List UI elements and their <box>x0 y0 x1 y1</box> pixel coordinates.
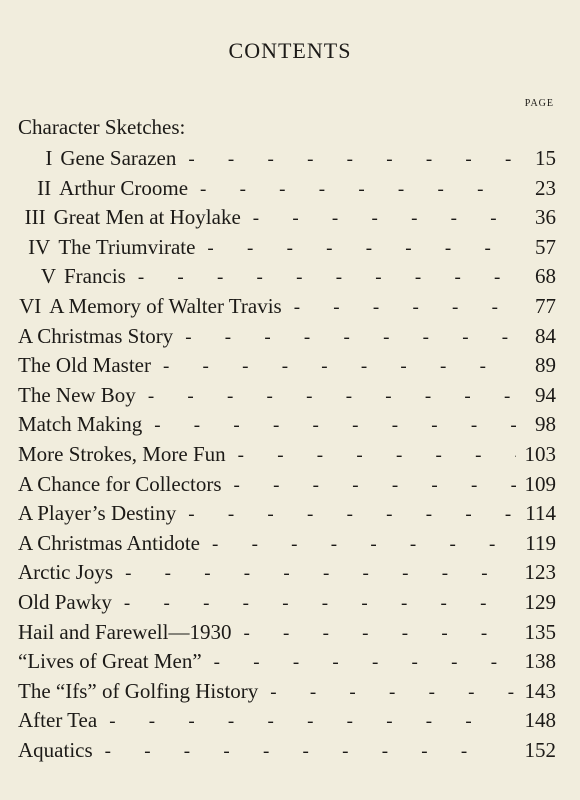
toc-entry-title: The New Boy <box>18 382 136 407</box>
toc-entry-page-number: 119 <box>525 530 556 555</box>
toc-entry-title: The Old Master <box>18 353 151 378</box>
table-of-contents <box>18 146 556 767</box>
toc-entry-title: Aquatics <box>18 737 93 762</box>
toc-entry <box>18 679 556 709</box>
toc-entry-title: Arthur Croome <box>59 175 189 200</box>
toc-entry <box>18 146 556 176</box>
toc-entry <box>18 708 556 738</box>
toc-entry-leader <box>226 445 516 467</box>
toc-entry-leader <box>97 711 516 733</box>
toc-entry-page-number: 114 <box>525 501 556 526</box>
toc-entry-title: Match Making <box>18 412 143 437</box>
toc-entry-leader <box>176 149 516 171</box>
toc-entry <box>18 324 556 354</box>
toc-entry <box>18 205 556 235</box>
toc-entry <box>18 590 556 620</box>
toc-entry <box>18 501 556 531</box>
toc-entry <box>18 412 556 442</box>
toc-entry-leader <box>231 623 516 645</box>
toc-entry-leader <box>202 652 516 674</box>
toc-entry-title: “Lives of Great Men” <box>18 649 202 674</box>
toc-entry-title: Great Men at Hoylake <box>53 205 241 230</box>
toc-entry-numeral: III <box>24 205 46 230</box>
toc-entry-leader <box>113 563 516 585</box>
toc-entry-numeral: V <box>40 264 56 289</box>
toc-entry-title: A Christmas Story <box>18 323 174 348</box>
toc-entry-title: The “Ifs” of Golfing History <box>18 678 259 703</box>
toc-entry <box>18 264 556 294</box>
toc-entry <box>18 560 556 590</box>
toc-entry-leader <box>188 179 516 201</box>
toc-entry-page-number: 152 <box>524 737 556 762</box>
toc-entry-title: Old Pawky <box>18 589 112 614</box>
toc-entry-page-number: 135 <box>524 619 556 644</box>
toc-entry <box>18 235 556 265</box>
toc-entry-leader <box>112 593 516 615</box>
toc-entry-numeral: II <box>37 175 52 200</box>
toc-entry-page-number: 57 <box>535 234 556 259</box>
toc-entry-numeral: VI <box>19 293 42 318</box>
toc-entry-leader <box>176 504 516 526</box>
toc-entry-leader <box>93 741 516 763</box>
toc-entry-leader <box>173 327 516 349</box>
toc-entry-page-number: 148 <box>524 708 556 733</box>
toc-entry-page-number: 138 <box>524 649 556 674</box>
toc-entry-title: After Tea <box>18 708 98 733</box>
toc-entry-page-number: 129 <box>524 589 556 614</box>
toc-entry-leader <box>136 386 516 408</box>
toc-entry-title: Hail and Farewell—1930 <box>18 619 232 644</box>
toc-entry <box>18 531 556 561</box>
toc-entry-page-number: 84 <box>535 323 556 348</box>
toc-entry-page-number: 94 <box>535 382 556 407</box>
toc-entry-title: Francis <box>64 264 126 289</box>
toc-entry-page-number: 68 <box>535 264 556 289</box>
toc-entry-page-number: 98 <box>535 412 556 437</box>
toc-entry-page-number: 89 <box>535 353 556 378</box>
toc-entry-leader <box>126 267 516 289</box>
toc-entry-title: The Triumvirate <box>58 234 196 259</box>
toc-entry-leader <box>195 238 516 260</box>
toc-entry-leader <box>241 208 516 230</box>
toc-entry <box>18 353 556 383</box>
toc-entry-title: A Player’s Destiny <box>18 501 177 526</box>
toc-entry-leader <box>258 682 516 704</box>
page-column-label: PAGE <box>524 98 554 109</box>
toc-entry-title: Arctic Joys <box>18 560 114 585</box>
toc-entry-page-number: 103 <box>524 441 556 466</box>
toc-entry-title: More Strokes, More Fun <box>18 441 226 466</box>
toc-entry <box>18 472 556 502</box>
page-title: CONTENTS <box>228 38 352 63</box>
toc-entry-leader <box>222 475 516 497</box>
toc-entry <box>18 176 556 206</box>
toc-entry <box>18 620 556 650</box>
toc-entry <box>18 649 556 679</box>
toc-entry-title: A Chance for Collectors <box>18 471 222 496</box>
toc-entry-page-number: 123 <box>524 560 556 585</box>
toc-entry-title: Gene Sarazen <box>60 146 177 170</box>
toc-entry-page-number: 143 <box>524 678 556 703</box>
toc-entry-leader <box>200 534 516 556</box>
toc-entry <box>18 738 556 768</box>
toc-entry <box>18 383 556 413</box>
toc-entry-page-number: 36 <box>535 205 556 230</box>
toc-entry-title: A Christmas Antidote <box>18 530 201 555</box>
toc-entry-page-number: 23 <box>535 175 556 200</box>
toc-entry-page-number: 109 <box>524 471 556 496</box>
toc-entry-leader <box>142 415 516 437</box>
toc-entry <box>18 442 556 472</box>
section-heading: Character Sketches: <box>18 115 186 139</box>
toc-entry-page-number: 15 <box>535 146 556 170</box>
toc-entry-title: A Memory of Walter Travis <box>49 293 282 318</box>
toc-entry <box>18 294 556 324</box>
toc-entry-numeral: IV <box>28 234 51 259</box>
toc-entry-numeral: I <box>45 146 53 170</box>
toc-entry-leader <box>151 356 516 378</box>
toc-entry-leader <box>282 297 516 319</box>
toc-entry-page-number: 77 <box>535 293 556 318</box>
